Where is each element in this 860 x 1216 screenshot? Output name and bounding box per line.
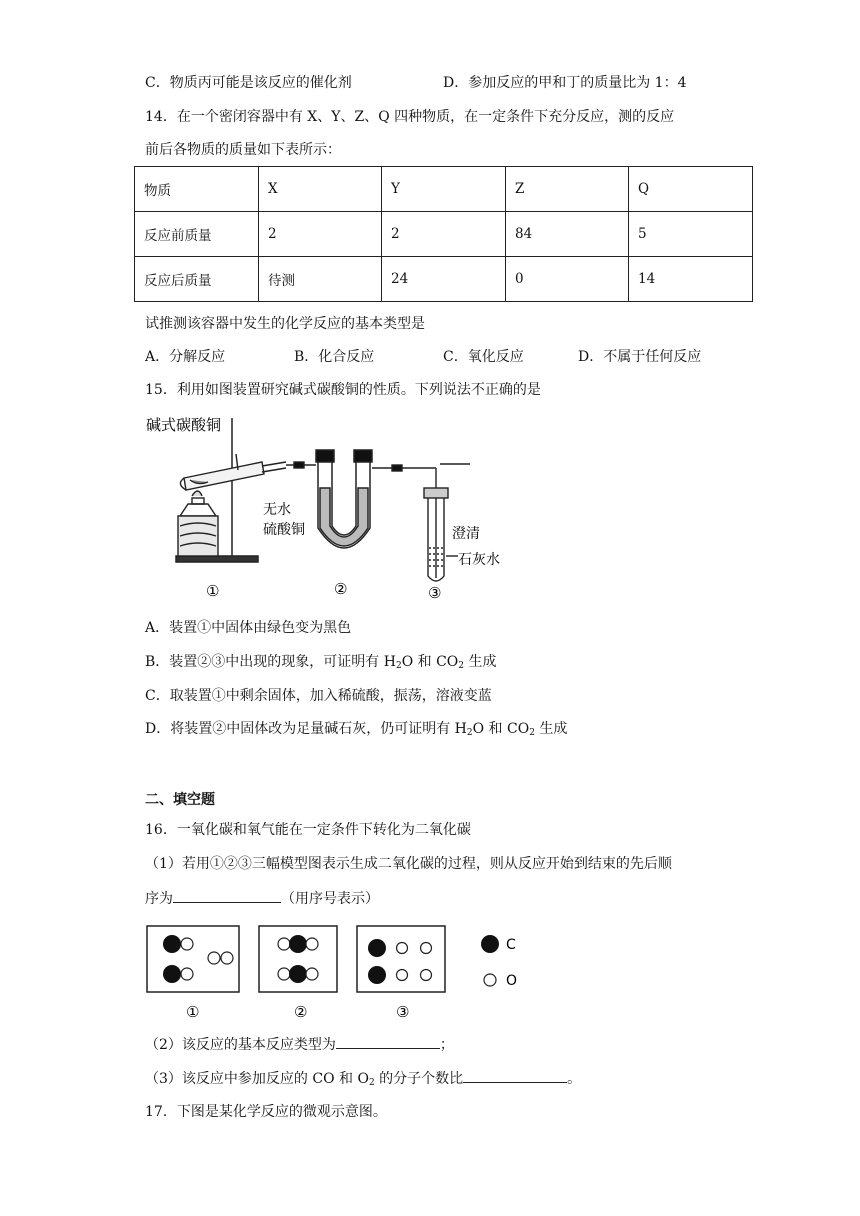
label-anhydrous-1: 无水 [263, 502, 291, 518]
table-header-cell: 物质 [135, 167, 259, 212]
model-3 [357, 926, 445, 992]
model-3-label: ③ [396, 1003, 410, 1021]
u-tube [316, 450, 372, 548]
option-d-text-2: O 和 CO [472, 721, 530, 737]
option-b-text-1: B．装置②③中出现的现象，可证明有 H [145, 654, 396, 670]
q16-part2 [145, 1034, 454, 1055]
connecting-tube-1 [286, 462, 316, 468]
atom-legend [481, 935, 517, 989]
q13-option-d: D．参加反应的甲和丁的质量比为 1：4 [443, 75, 687, 91]
q14-option-b: B．化合反应 [294, 349, 375, 365]
part3-prefix: （3）该反应中参加反应的 CO 和 O [145, 1071, 369, 1087]
q14-mass-table [134, 166, 753, 302]
connecting-tube-2 [372, 464, 470, 578]
q15-option-c: C．取装置①中剩余固体，加入稀硫酸，振荡，溶液变蓝 [145, 688, 492, 704]
q14-option-a: A．分解反应 [145, 349, 226, 365]
q16-part1-line1: （1）若用①②③三幅模型图表示生成二氧化碳的过程，则从反应开始到结束的先后顺 [145, 856, 672, 872]
device-2-label: ② [334, 580, 348, 598]
oxygen-atom-icon [484, 974, 496, 986]
table-row [135, 257, 753, 302]
table-cell: 待测 [259, 257, 382, 302]
label-anhydrous-2: 硫酸铜 [263, 522, 305, 538]
part2-prefix: （2）该反应的基本反应类型为 [145, 1037, 336, 1053]
table-cell: 反应前质量 [135, 212, 259, 257]
device-1-label: ① [206, 582, 220, 600]
table-row [135, 212, 753, 257]
subscript: 2 [458, 661, 464, 671]
q15-option-b [145, 652, 496, 676]
q15-stem: 15．利用如图装置研究碱式碳酸铜的性质。下列说法不正确的是 [145, 382, 541, 398]
model-2-label: ② [294, 1003, 308, 1021]
label-limewater-2: 石灰水 [458, 552, 500, 568]
part3-suffix: 。 [567, 1071, 582, 1087]
q15-option-a: A．装置①中固体由绿色变为黑色 [145, 620, 352, 636]
table-header-cell: Q [629, 167, 753, 212]
label-limewater-1: 澄清 [452, 526, 480, 542]
heating-test-tube [180, 454, 286, 490]
table-cell: 2 [382, 212, 506, 257]
q14-option-c: C．氧化反应 [443, 349, 524, 365]
legend-carbon: C [506, 937, 516, 953]
table-header-cell: X [259, 167, 382, 212]
table-cell: 5 [629, 212, 753, 257]
subscript: 2 [368, 1078, 375, 1088]
option-d-text-3: 生成 [534, 721, 568, 737]
table-cell: 84 [506, 212, 629, 257]
model-1-label: ① [186, 1003, 200, 1021]
table-cell: 2 [259, 212, 382, 257]
option-b-text-2: O 和 CO [401, 654, 459, 670]
q13-option-c: C．物质丙可能是该反应的催化剂 [145, 75, 352, 91]
model-1 [147, 926, 239, 992]
answer-blank[interactable] [336, 1034, 440, 1049]
q14-stem-line2: 前后各物质的质量如下表所示： [145, 142, 341, 158]
table-cell: 0 [506, 257, 629, 302]
q17-stem: 17．下图是某化学反应的微观示意图。 [145, 1104, 387, 1120]
answer-blank[interactable] [463, 1068, 567, 1083]
part1-suffix: （用序号表示） [281, 891, 379, 907]
answer-blank[interactable] [173, 888, 281, 903]
option-d-text-1: D．将装置②中固体改为足量碱石灰，仍可证明有 H [145, 721, 467, 737]
part1-prefix: 序为 [145, 891, 173, 907]
legend-oxygen: O [506, 973, 518, 989]
q16-part3 [145, 1068, 581, 1093]
table-cell: 反应后质量 [135, 257, 259, 302]
q14-stem-line1: 14．在一个密闭容器中有 X、Y、Z、Q 四种物质，在一定条件下充分反应，测的反应 [145, 109, 675, 125]
q14-option-d: D．不属于任何反应 [578, 349, 702, 365]
label-reagent: 碱式碳酸铜 [146, 416, 222, 434]
model-2 [259, 926, 337, 992]
q15-apparatus-figure [140, 408, 520, 604]
table-header-cell: Y [382, 167, 506, 212]
table-cell: 14 [629, 257, 753, 302]
subscript: 2 [529, 728, 535, 738]
table-cell: 24 [382, 257, 506, 302]
table-header-row [135, 167, 753, 212]
q14-question: 试推测该容器中发生的化学反应的基本类型是 [145, 316, 425, 332]
carbon-atom-icon [481, 935, 499, 953]
part3-middle: 的分子个数比 [374, 1071, 464, 1087]
alcohol-lamp [178, 491, 218, 556]
table-header-cell: Z [506, 167, 629, 212]
q15-option-d [145, 719, 567, 743]
q16-stem: 16．一氧化碳和氧气能在一定条件下转化为二氧化碳 [145, 822, 471, 838]
device-3-label: ③ [428, 584, 442, 602]
part2-suffix: ； [439, 1037, 454, 1053]
q16-molecule-models [140, 920, 540, 1024]
section-title: 二、填空题 [145, 792, 215, 808]
subscript: 2 [466, 728, 473, 738]
option-b-text-3: 生成 [464, 654, 497, 670]
q16-part1-line2 [145, 888, 379, 909]
subscript: 2 [395, 661, 402, 671]
